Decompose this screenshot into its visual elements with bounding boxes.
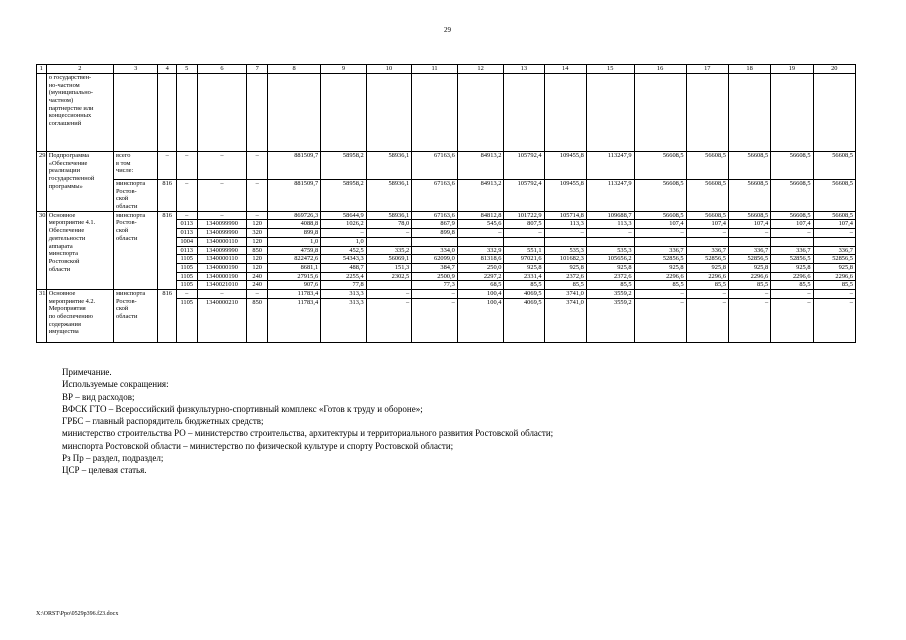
value-cell: 881509,7 (268, 180, 321, 212)
column-number-cell: 20 (813, 65, 855, 74)
value-cell (771, 237, 813, 246)
value-cell: 84913,2 (457, 152, 504, 180)
value-cell: 925,8 (813, 263, 855, 272)
rzpr-cell: – (176, 211, 197, 220)
value-cell: 85,5 (686, 281, 728, 290)
vr-cell: 120 (247, 220, 268, 229)
note-item: Рз Пр – раздел, подраздел; (62, 453, 164, 464)
value-cell: 85,5 (728, 281, 770, 290)
grbs-cell: – (158, 152, 176, 180)
value-cell: – (366, 298, 412, 342)
rzpr-cell: 1105 (176, 263, 197, 272)
value-cell: – (634, 298, 686, 342)
note-item: ГРБС – главный распорядитель бюджетных средств; (62, 416, 264, 427)
value-cell: 84913,2 (457, 180, 504, 212)
grbs-cell: 816 (158, 289, 176, 342)
value-cell: 11783,4 (268, 289, 321, 298)
value-cell: 535,3 (544, 246, 586, 255)
value-cell: 85,5 (586, 281, 634, 290)
note-item: министерство строительства РО – министерство строительства, архитектуры и территориального развития Ростовской области; (62, 428, 554, 439)
value-cell: 56608,5 (728, 152, 770, 180)
value-cell: 58644,9 (321, 211, 367, 220)
value-cell: 27915,6 (268, 272, 321, 281)
value-cell: 488,7 (321, 263, 367, 272)
value-cell: 313,3 (321, 289, 367, 298)
value-cell: 2297,2 (457, 272, 504, 281)
column-number-cell: 16 (634, 65, 686, 74)
empty-cell (771, 74, 813, 152)
value-cell: 77,8 (321, 281, 367, 290)
value-cell: 105656,2 (586, 255, 634, 264)
value-cell: 78,0 (366, 220, 412, 229)
executor-cell: всего в том числе: (114, 152, 158, 180)
value-cell: 4069,5 (504, 289, 544, 298)
value-cell: – (686, 229, 728, 238)
value-cell: 881509,7 (268, 152, 321, 180)
value-cell: 545,6 (457, 220, 504, 229)
value-cell: 2500,9 (412, 272, 458, 281)
value-cell: 925,8 (634, 263, 686, 272)
value-cell: – (728, 298, 770, 342)
value-cell: 56608,5 (686, 211, 728, 220)
value-cell: 109688,7 (586, 211, 634, 220)
rzpr-cell: – (176, 289, 197, 298)
vr-cell: 240 (247, 281, 268, 290)
value-cell (412, 237, 458, 246)
item-name-cell: Подпрограмма «Обеспечение реализации государственной программы» (46, 152, 113, 212)
value-cell: 4759,8 (268, 246, 321, 255)
value-cell: 3559,2 (586, 298, 634, 342)
value-cell: 56608,5 (634, 211, 686, 220)
value-cell: 250,0 (457, 263, 504, 272)
column-number-cell: 12 (457, 65, 504, 74)
value-cell: 2296,6 (771, 272, 813, 281)
csr-cell: 1340000110 (197, 237, 247, 246)
value-cell: 56608,5 (771, 211, 813, 220)
value-cell: 85,5 (504, 281, 544, 290)
column-number-cell: 13 (504, 65, 544, 74)
value-cell: 867,9 (412, 220, 458, 229)
value-cell (634, 237, 686, 246)
notes-subtitle: Используемые сокращения: (62, 379, 169, 390)
value-cell: – (634, 289, 686, 298)
value-cell: 56608,5 (686, 180, 728, 212)
csr-cell: 1340000190 (197, 272, 247, 281)
value-cell (813, 237, 855, 246)
value-cell: 107,4 (728, 220, 770, 229)
value-cell: 822472,6 (268, 255, 321, 264)
column-number-cell: 14 (544, 65, 586, 74)
value-cell: 4088,8 (268, 220, 321, 229)
value-cell: 107,4 (771, 220, 813, 229)
column-number-cell: 10 (366, 65, 412, 74)
rzpr-cell: – (176, 180, 197, 212)
value-cell: 335,2 (366, 246, 412, 255)
vr-cell: 240 (247, 272, 268, 281)
value-cell: 3559,2 (586, 289, 634, 298)
value-cell: 3741,0 (544, 298, 586, 342)
value-cell: 3741,0 (544, 289, 586, 298)
rzpr-cell: 1105 (176, 281, 197, 290)
value-cell: 56608,5 (728, 211, 770, 220)
csr-cell: 1340021010 (197, 281, 247, 290)
value-cell: 84812,8 (457, 211, 504, 220)
value-cell: 4069,5 (504, 298, 544, 342)
value-cell: 2296,6 (686, 272, 728, 281)
vr-cell: – (247, 211, 268, 220)
table-row (37, 211, 856, 220)
empty-cell (586, 74, 634, 152)
rzpr-cell: 0113 (176, 229, 197, 238)
value-cell (366, 237, 412, 246)
value-cell (366, 281, 412, 290)
csr-cell: – (197, 211, 247, 220)
value-cell: 81318,6 (457, 255, 504, 264)
value-cell: 109455,8 (544, 152, 586, 180)
vr-cell: – (247, 180, 268, 212)
rzpr-cell: 1105 (176, 272, 197, 281)
value-cell: 925,8 (544, 263, 586, 272)
value-cell: 2296,6 (813, 272, 855, 281)
value-cell: 1,0 (268, 237, 321, 246)
vr-cell: 320 (247, 229, 268, 238)
vr-cell: 120 (247, 263, 268, 272)
value-cell: – (771, 229, 813, 238)
value-cell: 151,3 (366, 263, 412, 272)
value-cell: – (728, 229, 770, 238)
executor-cell: минспорта Ростов- ской области (114, 211, 158, 289)
grbs-cell: 816 (158, 211, 176, 289)
value-cell (586, 237, 634, 246)
value-cell: 77,3 (412, 281, 458, 290)
note-item: ВР – вид расходов; (62, 391, 135, 402)
value-cell: 113247,9 (586, 152, 634, 180)
value-cell: – (504, 229, 544, 238)
vr-cell: – (247, 152, 268, 180)
vr-cell: 850 (247, 246, 268, 255)
value-cell: 56608,5 (686, 152, 728, 180)
value-cell: 907,6 (268, 281, 321, 290)
value-cell: 551,1 (504, 246, 544, 255)
value-cell: 58958,2 (321, 152, 367, 180)
rzpr-cell: 0113 (176, 220, 197, 229)
value-cell: 334,0 (412, 246, 458, 255)
csr-cell: – (197, 152, 247, 180)
value-cell: – (813, 289, 855, 298)
table-row (37, 65, 856, 74)
value-cell: 107,4 (813, 220, 855, 229)
table-row (37, 74, 856, 152)
empty-cell (813, 74, 855, 152)
value-cell: 113,3 (586, 220, 634, 229)
executor-cell: минспорта Ростов- ской области (114, 289, 158, 342)
value-cell: – (412, 298, 458, 342)
value-cell: – (686, 298, 728, 342)
value-cell: 100,4 (457, 298, 504, 342)
csr-cell: – (197, 289, 247, 298)
value-cell: 58936,1 (366, 152, 412, 180)
value-cell: 52856,5 (634, 255, 686, 264)
value-cell: 109455,8 (544, 180, 586, 212)
empty-cell (268, 74, 321, 152)
row-number-cell: 30. (37, 211, 47, 289)
value-cell: 313,3 (321, 298, 367, 342)
value-cell: – (586, 229, 634, 238)
value-cell: 52856,5 (813, 255, 855, 264)
value-cell: 899,8 (268, 229, 321, 238)
value-cell (728, 237, 770, 246)
value-cell: 105714,8 (544, 211, 586, 220)
empty-cell (728, 74, 770, 152)
value-cell (504, 237, 544, 246)
item-name-cell: о государствен- но-частном (муниципально- частном) партнерстве или концессионных соглашений (46, 74, 113, 152)
vr-cell: 120 (247, 237, 268, 246)
value-cell: 113247,9 (586, 180, 634, 212)
value-cell: 107,4 (686, 220, 728, 229)
value-cell: 56608,5 (813, 180, 855, 212)
value-cell: 807,5 (504, 220, 544, 229)
value-cell: 52856,5 (728, 255, 770, 264)
empty-cell (176, 74, 197, 152)
csr-cell: 1340000190 (197, 263, 247, 272)
value-cell: 56608,5 (634, 180, 686, 212)
column-number-cell: 5 (176, 65, 197, 74)
value-cell: 58936,1 (366, 211, 412, 220)
value-cell: 56608,5 (771, 180, 813, 212)
row-number-cell: 31. (37, 289, 47, 342)
column-number-cell: 17 (686, 65, 728, 74)
csr-cell: 1340099990 (197, 220, 247, 229)
value-cell (544, 237, 586, 246)
empty-cell (366, 74, 412, 152)
row-number-cell: 29. (37, 152, 47, 212)
value-cell: – (412, 289, 458, 298)
column-number-cell: 7 (247, 65, 268, 74)
empty-cell (158, 74, 176, 152)
value-cell: 105792,4 (504, 152, 544, 180)
value-cell: 85,5 (544, 281, 586, 290)
value-cell: 11783,4 (268, 298, 321, 342)
executor-cell: минспорта Ростов- ской области (114, 180, 158, 212)
value-cell: – (366, 229, 412, 238)
value-cell: – (321, 229, 367, 238)
value-cell: 62099,0 (412, 255, 458, 264)
value-cell: 332,9 (457, 246, 504, 255)
column-number-cell: 18 (728, 65, 770, 74)
column-number-cell: 4 (158, 65, 176, 74)
value-cell: 67163,6 (412, 180, 458, 212)
value-cell: 67163,6 (412, 152, 458, 180)
empty-cell (544, 74, 586, 152)
value-cell: 925,8 (586, 263, 634, 272)
item-name-cell: Основное мероприятие 4.2. Мероприятия по обеспечению содержания имущества (46, 289, 113, 342)
column-number-cell: 8 (268, 65, 321, 74)
value-cell: 869726,3 (268, 211, 321, 220)
value-cell: 899,8 (412, 229, 458, 238)
value-cell: 336,7 (813, 246, 855, 255)
value-cell: 56608,5 (771, 152, 813, 180)
empty-cell (114, 74, 158, 152)
budget-table (36, 64, 856, 343)
value-cell: 384,7 (412, 263, 458, 272)
vr-cell: – (247, 289, 268, 298)
value-cell: 336,7 (634, 246, 686, 255)
empty-cell (321, 74, 367, 152)
value-cell: – (813, 229, 855, 238)
csr-cell: 1340099990 (197, 246, 247, 255)
rzpr-cell: 1105 (176, 298, 197, 342)
value-cell: 67163,6 (412, 211, 458, 220)
value-cell: 101682,3 (544, 255, 586, 264)
table-row (37, 180, 856, 212)
value-cell: – (771, 298, 813, 342)
value-cell: 2372,6 (544, 272, 586, 281)
notes-title: Примечание. (62, 367, 112, 377)
empty-cell (37, 74, 47, 152)
note-item: ВФСК ГТО – Всероссийский физкультурно-спортивный комплекс «Готов к труду и обороне»; (62, 403, 423, 414)
empty-cell (197, 74, 247, 152)
value-cell: 925,8 (504, 263, 544, 272)
value-cell: 58958,2 (321, 180, 367, 212)
value-cell: 2331,4 (504, 272, 544, 281)
column-number-cell: 11 (412, 65, 458, 74)
table-row (37, 152, 856, 180)
value-cell: 535,3 (586, 246, 634, 255)
value-cell: 336,7 (728, 246, 770, 255)
value-cell: – (771, 289, 813, 298)
file-path: X:\ORST\Ppo\0529p396.f23.docx (36, 611, 119, 617)
value-cell: 925,8 (771, 263, 813, 272)
value-cell: 2372,6 (586, 272, 634, 281)
value-cell: 336,7 (686, 246, 728, 255)
value-cell: 85,5 (813, 281, 855, 290)
value-cell: 1026,2 (321, 220, 367, 229)
value-cell: 452,5 (321, 246, 367, 255)
value-cell: 58936,1 (366, 180, 412, 212)
value-cell: – (457, 229, 504, 238)
csr-cell: 1340000210 (197, 298, 247, 342)
value-cell: – (634, 229, 686, 238)
vr-cell: 120 (247, 255, 268, 264)
value-cell: 52856,5 (771, 255, 813, 264)
rzpr-cell: 1105 (176, 255, 197, 264)
value-cell: 101722,9 (504, 211, 544, 220)
empty-cell (457, 74, 504, 152)
value-cell (457, 237, 504, 246)
value-cell: 68,5 (457, 281, 504, 290)
rzpr-cell: 1004 (176, 237, 197, 246)
value-cell: 54343,3 (321, 255, 367, 264)
value-cell: 97021,6 (504, 255, 544, 264)
note-item: ЦСР – целевая статья. (62, 465, 147, 476)
rzpr-cell: – (176, 152, 197, 180)
value-cell: 105792,4 (504, 180, 544, 212)
column-number-cell: 6 (197, 65, 247, 74)
value-cell: 925,8 (728, 263, 770, 272)
value-cell: 2296,6 (728, 272, 770, 281)
table-row (37, 289, 856, 298)
value-cell: 52856,5 (686, 255, 728, 264)
value-cell: 8681,1 (268, 263, 321, 272)
value-cell: 107,4 (634, 220, 686, 229)
column-number-cell: 9 (321, 65, 367, 74)
csr-cell: 1340099990 (197, 229, 247, 238)
empty-cell (686, 74, 728, 152)
value-cell: 113,3 (544, 220, 586, 229)
page-number: 29 (444, 26, 451, 34)
vr-cell: 850 (247, 298, 268, 342)
empty-cell (504, 74, 544, 152)
item-name-cell: Основное мероприятие 4.1. Обеспечение деятельности аппарата минспорта Ростовской области (46, 211, 113, 289)
grbs-cell: 816 (158, 180, 176, 212)
note-item: минспорта Ростовской области – министерство по физической культуре и спорту Ростовской области; (62, 440, 454, 451)
value-cell: 56608,5 (728, 180, 770, 212)
value-cell: 56608,5 (634, 152, 686, 180)
value-cell: 56608,5 (813, 152, 855, 180)
value-cell: 85,5 (634, 281, 686, 290)
value-cell: 85,5 (771, 281, 813, 290)
rzpr-cell: 0113 (176, 246, 197, 255)
csr-cell: – (197, 180, 247, 212)
column-number-cell: 1 (37, 65, 47, 74)
column-number-cell: 15 (586, 65, 634, 74)
empty-cell (634, 74, 686, 152)
notes-block (62, 366, 553, 477)
value-cell: 925,8 (686, 263, 728, 272)
value-cell: 56608,5 (813, 211, 855, 220)
column-number-cell: 19 (771, 65, 813, 74)
csr-cell: 1340000110 (197, 255, 247, 264)
value-cell: – (728, 289, 770, 298)
column-number-cell: 3 (114, 65, 158, 74)
value-cell: 2255,4 (321, 272, 367, 281)
value-cell: – (544, 229, 586, 238)
value-cell: – (813, 298, 855, 342)
value-cell: 56069,1 (366, 255, 412, 264)
value-cell (686, 237, 728, 246)
value-cell: – (366, 289, 412, 298)
empty-cell (247, 74, 268, 152)
empty-cell (412, 74, 458, 152)
value-cell: 2296,6 (634, 272, 686, 281)
value-cell: 1,0 (321, 237, 367, 246)
value-cell: 2302,5 (366, 272, 412, 281)
value-cell: – (686, 289, 728, 298)
value-cell: 100,4 (457, 289, 504, 298)
value-cell: 336,7 (771, 246, 813, 255)
column-number-cell: 2 (46, 65, 113, 74)
